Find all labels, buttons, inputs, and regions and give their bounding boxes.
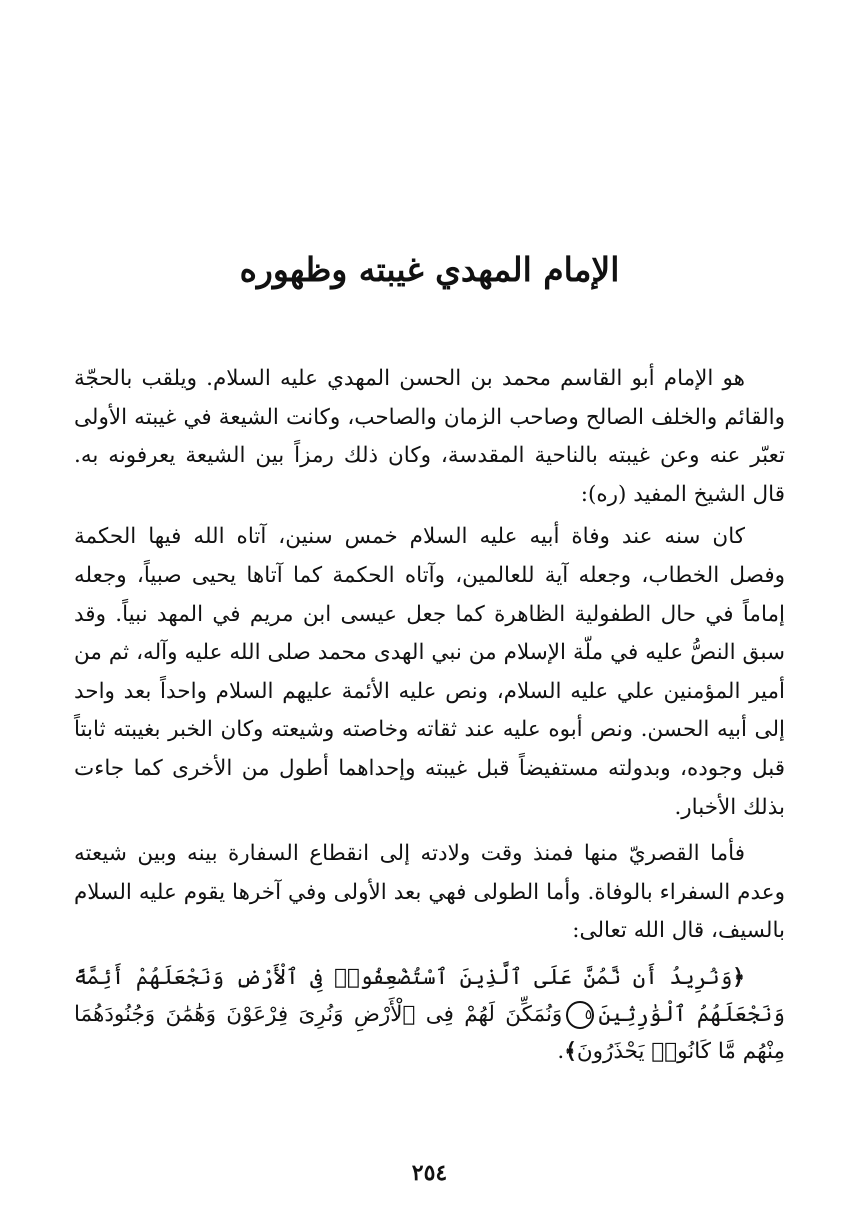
quran-close-brace: ﴾: [564, 1038, 577, 1064]
paragraph-occultations: فأما القصريّ منها فمنذ وقت ولادته إلى انقطاع السفارة بينه وبين شيعته وعدم السفراء بالوفاة. وأما الطولى فهي بعد الأولى وفي آخرها يقوم عليه السلام بالسيف، قال الله تعالى:: [74, 841, 785, 944]
quran-end-mark: .: [557, 1038, 565, 1064]
quran-verse: [74, 959, 785, 1070]
paragraph-intro: هو الإمام أبو القاسم محمد بن الحسن المهدي عليه السلام. ويلقب بالحجّة والقائم والخلف الصالح وصاحب الزمان والصاحب، وكانت الشيعة في غيبته الأولى تعبّر عنه وعن غيبته بالناحية المقدسة، وكان ذلك رمزاً بين الشيعة يعرفونه به. قال الشيخ المفيد (ره):: [74, 366, 785, 507]
document-body: [74, 360, 785, 1070]
page-number: ٢٥٤: [411, 1160, 448, 1186]
quran-open-brace: ﴿: [732, 964, 745, 990]
quran-verse-part2: وَنُمَكِّنَ لَهُمْ فِى ٱلْأَرْضِ وَنُرِىَ فِرْعَوْنَ وَهَٰمَٰنَ وَجُنُودَهُمَا مِنْهُم مَّا كَانُوا۟ يَحْذَرُونَ: [74, 1001, 785, 1064]
ayah-number-marker: ٥: [566, 1001, 594, 1029]
quran-verse-part1: وَنُرِيدُ أَن نَّمُنَّ عَلَى ٱلَّذِينَ ٱسْتُضْعِفُوا۟ فِى ٱلْأَرْضِ وَنَجْعَلَهُمْ أَئِمَّةً وَنَجْعَلَهُمُ ٱلْوَٰرِثِينَ: [74, 964, 786, 1027]
paragraph-mufid-quote: كان سنه عند وفاة أبيه عليه السلام خمس سنين، آتاه الله فيها الحكمة وفصل الخطاب، وجعله آية للعالمين، وآتاه الحكمة كما آتاها يحيى صبياً، وجعله إماماً في حال الطفولية الظاهرة كما جعل عيسى ابن مريم في المهد نبياً. وقد سبق النصُّ عليه في ملّة الإسلام من نبي الهدى محمد صلى الله عليه وآله، ثم من أمير المؤمنين علي عليه السلام، ونص عليه الأئمة عليهم السلام واحداً بعد واحد إلى أبيه الحسن. ونص أبوه عليه عند ثقاته وخاصته وشيعته وكان الخبر بغيبته ثابتاً قبل وجوده، وبدولته مستفيضاً قبل غيبته وإحداهما أطول من الأخرى كما جاءت بذلك الأخبار.: [74, 524, 785, 820]
page-title: الإمام المهدي غيبته وظهوره: [239, 250, 620, 289]
